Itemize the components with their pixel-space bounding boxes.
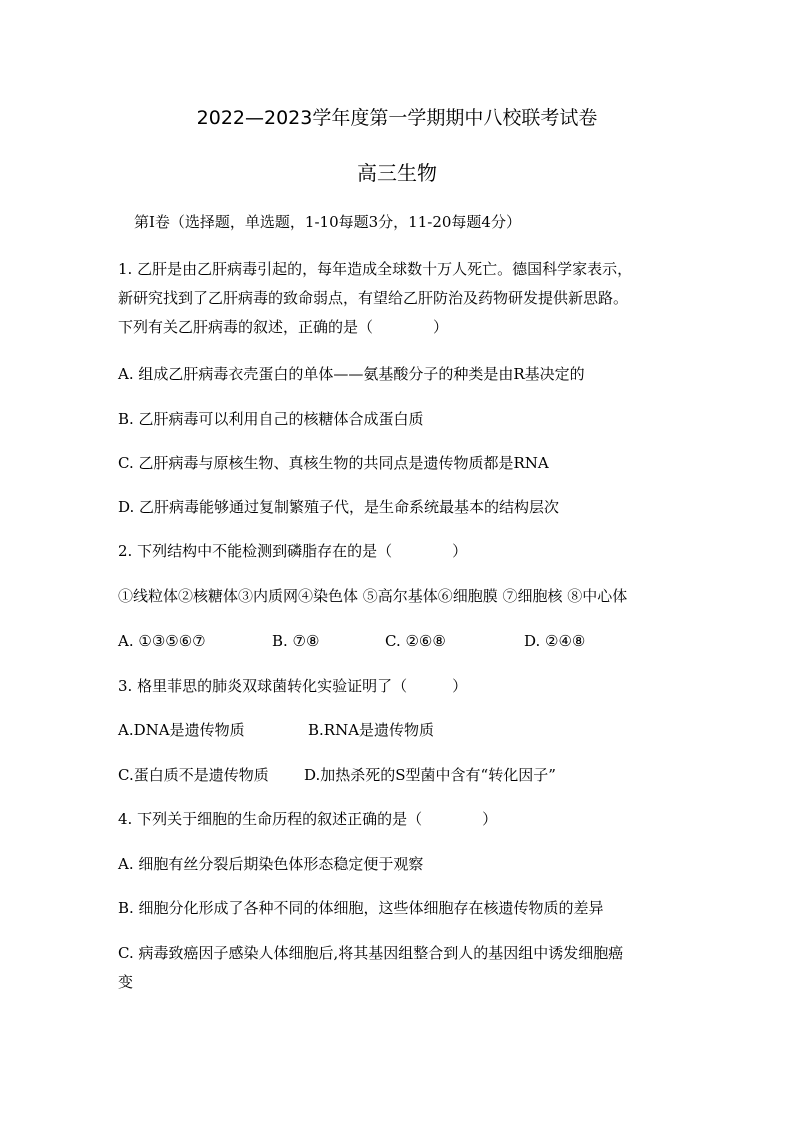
q2-option-a: A. ①③⑤⑥⑦ bbox=[118, 632, 206, 650]
q1-stem-line-3: 下列有关乙肝病毒的叙述，正确的是（ ） bbox=[118, 318, 449, 336]
q3-option-d: D.加热杀死的S型菌中含有“转化因子” bbox=[304, 766, 556, 784]
exam-title: 2022—2023学年度第一学期期中八校联考试卷 bbox=[196, 107, 598, 129]
q4-option-c-continued: 变 bbox=[118, 973, 134, 991]
q3-option-c: C.蛋白质不是遗传物质 bbox=[118, 766, 269, 784]
q1-option-c: C. 乙肝病毒与原核生物、真核生物的共同点是遗传物质都是RNA bbox=[118, 454, 549, 472]
q4-option-b: B. 细胞分化形成了各种不同的体细胞，这些体细胞存在核遗传物质的差异 bbox=[118, 899, 604, 917]
q4-option-c: C. 病毒致癌因子感染人体细胞后,将其基因组整合到人的基因组中诱发细胞癌 bbox=[118, 944, 624, 962]
q2-option-b: B. ⑦⑧ bbox=[272, 632, 320, 650]
q3-option-a: A.DNA是遗传物质 bbox=[118, 721, 245, 739]
q4-stem: 4. 下列关于细胞的生命历程的叙述正确的是（ ） bbox=[118, 810, 498, 828]
q3-option-b: B.RNA是遗传物质 bbox=[308, 721, 435, 739]
q2-option-c: C. ②⑥⑧ bbox=[385, 632, 446, 650]
section-heading: 第Ⅰ卷（选择题，单选题，1-10每题3分，11-20每题4分） bbox=[134, 213, 521, 231]
q2-item-list: ①线粒体②核糖体③内质网④染色体 ⑤高尔基体⑥细胞膜 ⑦细胞核 ⑧中心体 bbox=[118, 587, 628, 605]
q3-stem: 3. 格里菲思的肺炎双球菌转化实验证明了（ ） bbox=[118, 677, 468, 695]
q1-option-d: D. 乙肝病毒能够通过复制繁殖子代，是生命系统最基本的结构层次 bbox=[118, 498, 560, 516]
q1-stem-line-2: 新研究找到了乙肝病毒的致命弱点，有望给乙肝防治及药物研发提供新思路。 bbox=[118, 289, 629, 307]
q1-option-b: B. 乙肝病毒可以利用自己的核糖体合成蛋白质 bbox=[118, 410, 424, 428]
exam-subject: 高三生物 bbox=[357, 161, 437, 185]
q1-stem-line-1: 1. 乙肝是由乙肝病毒引起的，每年造成全球数十万人死亡。德国科学家表示， bbox=[118, 260, 633, 278]
q2-option-d: D. ②④⑧ bbox=[524, 632, 586, 650]
q1-option-a: A. 组成乙肝病毒衣壳蛋白的单体——氨基酸分子的种类是由R基决定的 bbox=[118, 365, 585, 383]
q2-stem: 2. 下列结构中不能检测到磷脂存在的是（ ） bbox=[118, 542, 468, 560]
q4-option-a: A. 细胞有丝分裂后期染色体形态稳定便于观察 bbox=[118, 855, 424, 873]
